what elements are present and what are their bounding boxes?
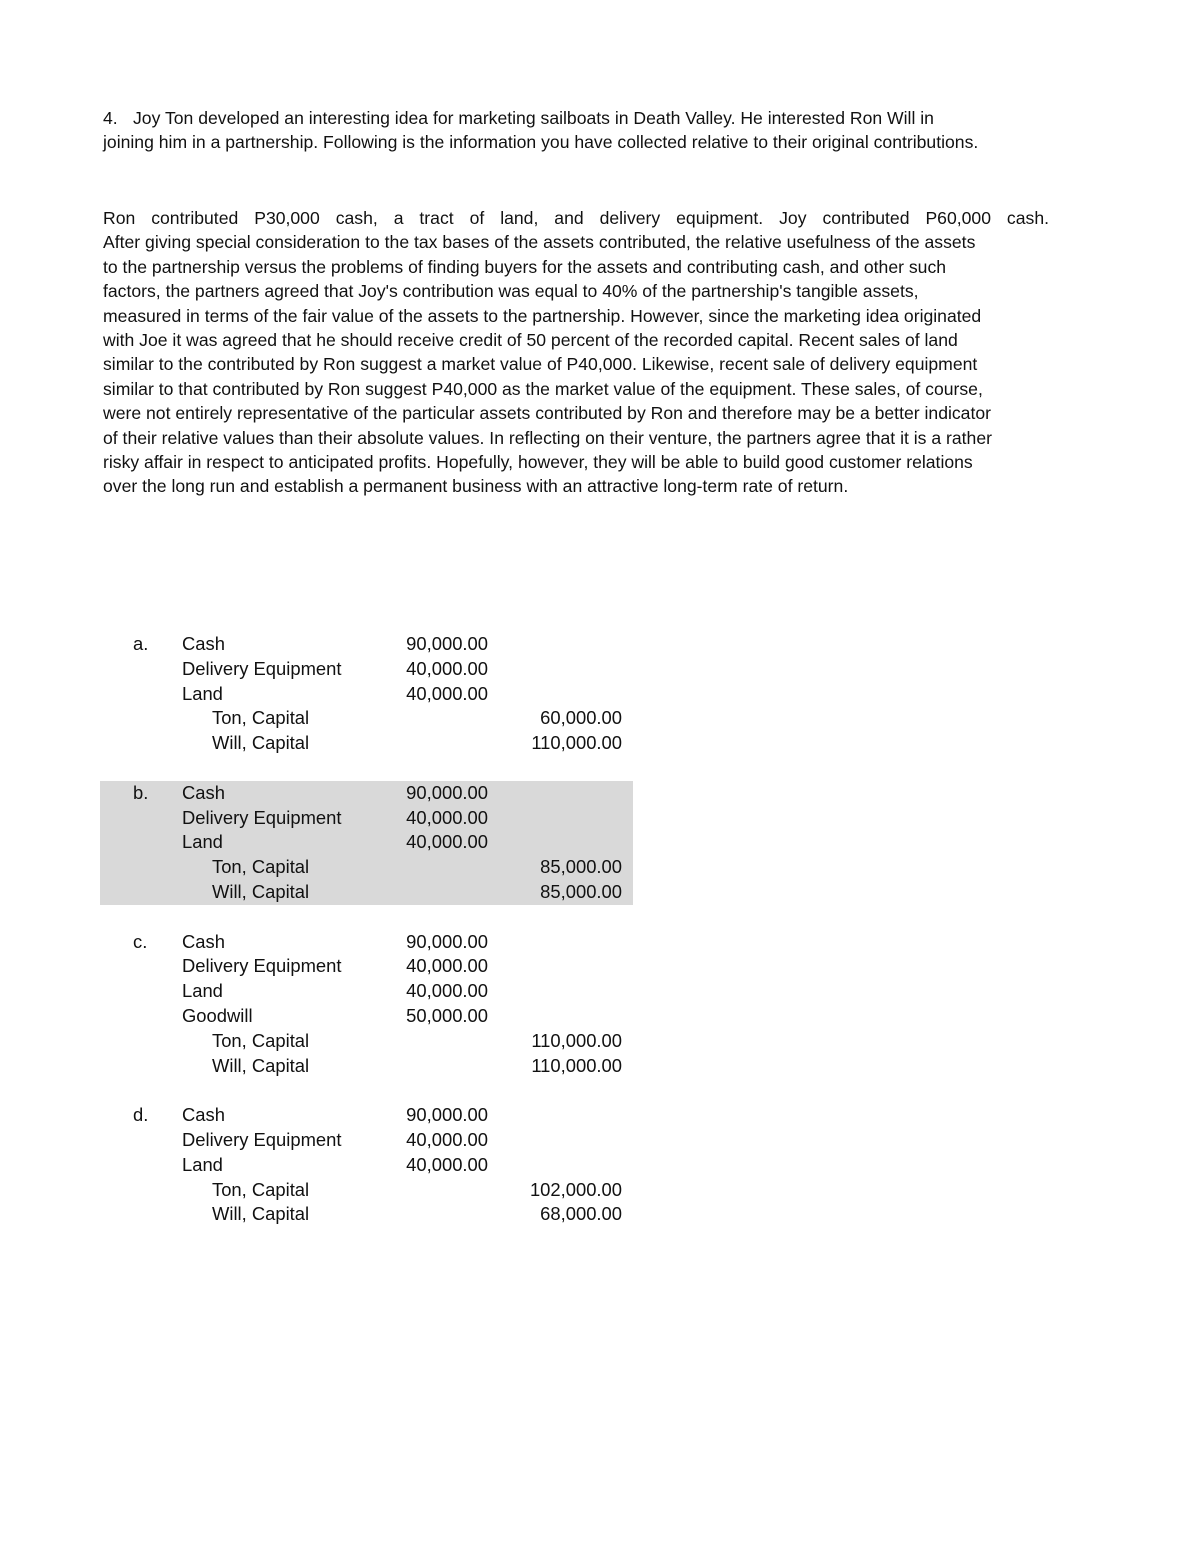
- option-letter: c.: [133, 930, 148, 952]
- account-name: Land: [182, 980, 223, 1002]
- journal-row: [100, 1004, 633, 1029]
- option-letter: a.: [133, 633, 149, 654]
- journal-row: [100, 880, 633, 905]
- debit-amount: 40,000.00: [406, 980, 488, 1002]
- facts-line: Ron contributed P30,000 cash, a tract of land, and delivery equipment. Joy contributed P60,000 cash.: [103, 208, 1049, 228]
- journal-row: [100, 1153, 633, 1178]
- journal-row: [100, 632, 633, 657]
- facts-line: measured in terms of the fair value of the assets to the partnership. However, since the marketing idea originated: [103, 305, 982, 326]
- credit-amount: 110,000.00: [531, 1054, 622, 1076]
- journal-row: [100, 1178, 633, 1203]
- debit-amount: 40,000.00: [406, 831, 488, 853]
- account-name: Will, Capital: [212, 732, 310, 754]
- credit-amount: 110,000.00: [531, 732, 622, 754]
- account-name: Delivery Equipment: [182, 806, 342, 828]
- answer-options: [100, 632, 633, 1252]
- facts-line: with Joe it was agreed that he should receive credit of 50 percent of the recorded capital. Recent sales of land: [103, 330, 958, 351]
- journal-row: [100, 682, 633, 707]
- journal-row: [100, 954, 633, 979]
- account-name: Land: [182, 831, 223, 853]
- account-name: Goodwill: [182, 1004, 253, 1026]
- facts-line: were not entirely representative of the particular assets contributed by Ron and therefore may be a better indicator: [103, 403, 991, 424]
- credit-amount: 68,000.00: [540, 1203, 622, 1225]
- account-name: Delivery Equipment: [182, 1128, 342, 1150]
- debit-amount: 40,000.00: [406, 682, 488, 704]
- account-name: Will, Capital: [212, 880, 310, 902]
- journal-row: [100, 1202, 633, 1227]
- question-line-1: [103, 106, 1103, 130]
- option-letter: b.: [133, 781, 149, 803]
- account-name: Will, Capital: [212, 1203, 310, 1225]
- account-name: Will, Capital: [212, 1054, 310, 1076]
- debit-amount: 90,000.00: [406, 633, 488, 654]
- journal-row: [100, 1029, 633, 1054]
- facts-line: similar to the contributed by Ron suggest a market value of P40,000. Likewise, recent sale of delivery equipment: [103, 354, 978, 375]
- option-b: [100, 781, 633, 905]
- account-name: Cash: [182, 930, 225, 952]
- account-name: Cash: [182, 633, 225, 654]
- journal-row: [100, 781, 633, 806]
- credit-amount: 110,000.00: [531, 1029, 622, 1051]
- credit-amount: 60,000.00: [540, 707, 622, 729]
- journal-row: [100, 1054, 633, 1079]
- debit-amount: 40,000.00: [406, 955, 488, 977]
- facts-paragraph: [103, 206, 1103, 499]
- facts-line: factors, the partners agreed that Joy's contribution was equal to 40% of the partnership's tangible assets,: [103, 281, 919, 302]
- journal-row: [100, 1103, 633, 1128]
- journal-row: [100, 706, 633, 731]
- question-number: 4.: [103, 108, 118, 128]
- facts-line: to the partnership versus the problems of finding buyers for the assets and contributing cash, and other such: [103, 256, 947, 277]
- account-name: Land: [182, 682, 223, 704]
- debit-amount: 90,000.00: [406, 1104, 488, 1126]
- debit-amount: 90,000.00: [406, 930, 488, 952]
- journal-row: [100, 930, 633, 955]
- account-name: Ton, Capital: [212, 1178, 310, 1200]
- journal-row: [100, 830, 633, 855]
- account-name: Ton, Capital: [212, 1029, 310, 1051]
- debit-amount: 40,000.00: [406, 1128, 488, 1150]
- facts-line: over the long run and establish a permanent business with an attractive long-term rate of return.: [103, 476, 849, 497]
- account-name: Delivery Equipment: [182, 657, 342, 679]
- credit-amount: 85,000.00: [540, 856, 622, 878]
- option-a: [100, 632, 633, 756]
- option-c: [100, 930, 633, 1079]
- debit-amount: 40,000.00: [406, 1153, 488, 1175]
- facts-line: risky affair in respect to anticipated profits. Hopefully, however, they will be able to build good customer relations: [103, 452, 973, 473]
- question-text: [103, 106, 1103, 155]
- account-name: Ton, Capital: [212, 856, 310, 878]
- account-name: Ton, Capital: [212, 707, 310, 729]
- debit-amount: 50,000.00: [406, 1004, 488, 1026]
- question-line-2: joining him in a partnership. Following is the information you have collected relative to their original contributions.: [103, 132, 979, 153]
- account-name: Cash: [182, 781, 225, 803]
- journal-row: [100, 855, 633, 880]
- debit-amount: 90,000.00: [406, 781, 488, 803]
- account-name: Land: [182, 1153, 223, 1175]
- journal-row: [100, 731, 633, 756]
- journal-row: [100, 657, 633, 682]
- account-name: Delivery Equipment: [182, 955, 342, 977]
- credit-amount: 102,000.00: [529, 1178, 622, 1200]
- debit-amount: 40,000.00: [406, 657, 488, 679]
- facts-line: After giving special consideration to the tax bases of the assets contributed, the relative usefulness of the assets: [103, 232, 976, 253]
- facts-line: of their relative values than their absolute values. In reflecting on their venture, the partners agree that it is a rather: [103, 427, 992, 448]
- option-letter: d.: [133, 1104, 149, 1126]
- option-d: [100, 1103, 633, 1227]
- journal-row: [100, 806, 633, 831]
- journal-row: [100, 1128, 633, 1153]
- question-line-text: Joy Ton developed an interesting idea for marketing sailboats in Death Valley. He interested Ron Will in: [133, 108, 934, 128]
- debit-amount: 40,000.00: [406, 806, 488, 828]
- facts-line: similar to that contributed by Ron suggest P40,000 as the market value of the equipment. These sales, of course,: [103, 378, 983, 399]
- account-name: Cash: [182, 1104, 225, 1126]
- journal-row: [100, 979, 633, 1004]
- credit-amount: 85,000.00: [540, 880, 622, 902]
